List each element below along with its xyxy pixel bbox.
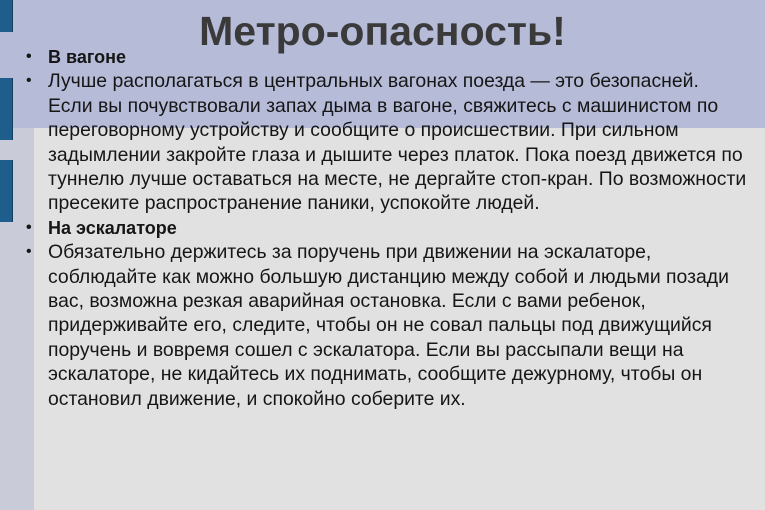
bullet-text: На эскалаторе [48,217,177,238]
bullet-text: Обязательно держитесь за поручень при движении на эскалаторе, соблюдайте как можно большую дистанцию между собой и людьми позади вас, возможна резкая аварийная остановка. Если с вами ребенок, придерживайте его, следите, чтобы он не совал пальцы под движущийся поручень и вовремя сошел с эскалатора. Если вы рассыпали вещи на эскалаторе, не кидайтесь их поднимать, сообщите дежурному, чтобы он остановил движение, и спокойно соберите их. [48,241,729,410]
bullet-text: В вагоне [48,47,126,67]
bullet-text: Лучше располагаться в центральных вагонах поезда — это безопасней. Если вы почувствовали запах дыма в вагоне, свяжитесь с машинистом по переговорному устройству и сообщите о происшествии. При сильном задымлении закройте глаза и дышите через платок. Пока поезд движется по туннелю лучше оставаться на месте, не дергайте стоп-кран. По возможности пресеките распространение паники, успокойте людей. [48,70,747,215]
bullet-dot-icon: • [26,48,32,65]
slide-bullet-list [0,45,765,411]
bullet-dot-icon: • [26,72,32,90]
bullet-dot-icon: • [26,218,32,236]
bullet-item-escalator-advice [0,240,765,411]
bullet-dot-icon: • [26,243,32,261]
slide-title: Метро-опасность! [199,8,566,54]
bullet-item-in-car-heading [0,45,765,69]
bullet-item-escalator-heading [0,216,765,240]
bullet-item-in-car-advice [0,69,765,215]
